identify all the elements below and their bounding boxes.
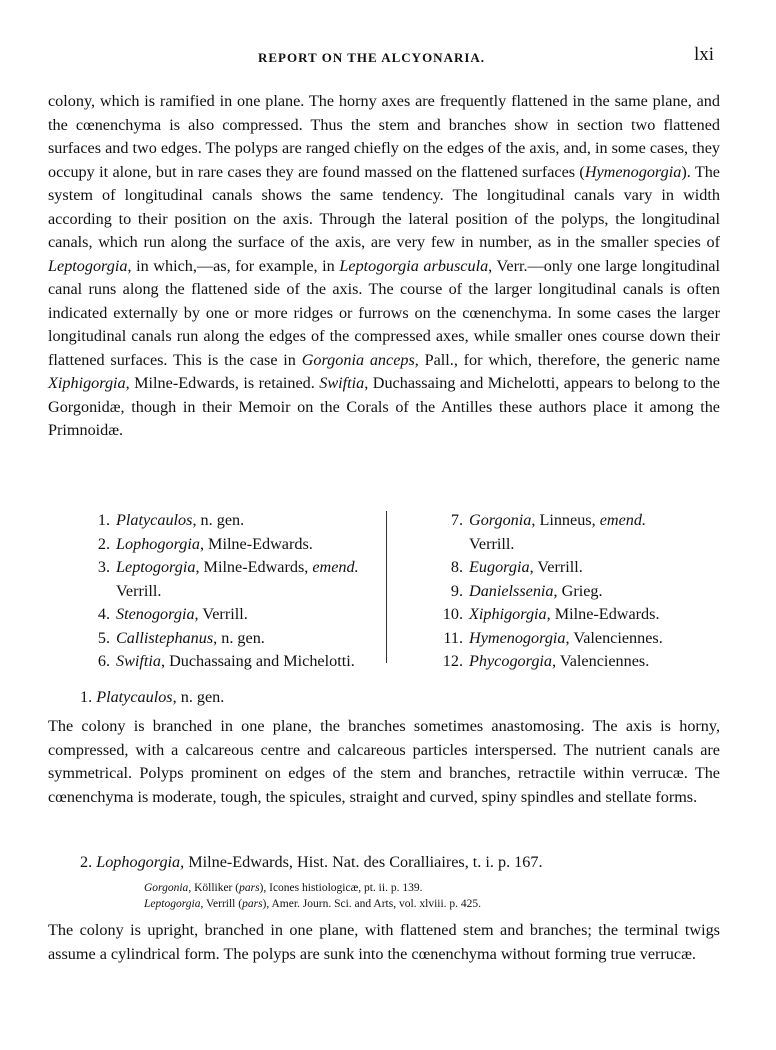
- intro-paragraph: [48, 90, 720, 443]
- italic-text: Lophogorgia: [116, 534, 200, 553]
- italic-text: Gorgonia: [144, 882, 189, 894]
- text-run: , n. gen.: [172, 688, 225, 706]
- genus-1-heading: [80, 688, 224, 707]
- text-run: ), Icones histiologicæ, pt. ii. p. 139.: [259, 882, 423, 894]
- genus-list-item: [427, 650, 717, 674]
- list-number: 9.: [450, 581, 463, 600]
- italic-text: pars: [239, 882, 260, 894]
- genus-list-item: [427, 556, 717, 580]
- text-run: , n. gen.: [213, 628, 265, 647]
- text-run: , Valenciennes.: [565, 628, 663, 647]
- italic-text: Danielssenia: [469, 581, 554, 600]
- synonym-line: [144, 880, 422, 897]
- genus-list-item: [427, 509, 717, 556]
- italic-text: Phycogorgia: [469, 652, 553, 670]
- genus-list-item: [427, 580, 717, 604]
- text-run: , Verr.—only one large longitudinal canal runs along the flattened side of the axis. The course of the larger longitudinal canals is often indicated externally by one or more ridges or furrows on the cœnenchyma. In some cases the larger longitudinal canals run along the edges of the compressed axes, while smaller ones course down their flattened surfaces. This is the case in: [48, 256, 720, 369]
- italic-text: Leptogorgia: [48, 256, 128, 275]
- genus-list-item: [82, 533, 380, 557]
- text-run: , Pall., for which, therefore, the generic name: [414, 350, 720, 369]
- list-number: 3.: [97, 558, 110, 576]
- text-run: 2.: [80, 853, 97, 871]
- page-number: lxi: [694, 44, 715, 65]
- list-number: 2.: [97, 534, 110, 553]
- italic-text: Xiphigorgia: [469, 605, 547, 623]
- text-run: Verrill.: [116, 581, 162, 600]
- text-run: , Grieg.: [553, 581, 603, 600]
- list-number: 1.: [97, 511, 110, 529]
- italic-text: Platycaulos: [116, 511, 193, 529]
- list-number: 8.: [450, 558, 463, 576]
- synonym-line: [144, 896, 481, 913]
- italic-text: emend.: [312, 558, 359, 576]
- genera-list-right-column: [427, 509, 717, 674]
- italic-text: Callistephanus: [116, 628, 214, 647]
- text-run: , Verrill.: [194, 605, 248, 623]
- text-run: , in which,—as, for example, in: [127, 256, 340, 275]
- italic-text: Eugorgia: [469, 558, 530, 576]
- text-run: , n. gen.: [192, 511, 245, 529]
- text-run: , Kölliker (: [188, 882, 240, 894]
- genus-list-item: [427, 603, 717, 627]
- column-divider: [386, 511, 387, 663]
- list-number: 4.: [97, 605, 110, 623]
- genus-2-description: [48, 919, 720, 966]
- text-run: , Milne-Edwards, Hist. Nat. des Coralliaires, t. i. p. 167.: [180, 853, 543, 871]
- text-run: , Milne-Edwards, is retained.: [125, 374, 320, 392]
- text-run: , Verrill.: [529, 558, 583, 576]
- italic-text: Leptogorgia: [116, 558, 196, 576]
- list-number: 10.: [442, 605, 463, 623]
- italic-text: Lophogorgia: [96, 853, 181, 871]
- text-run: The colony is upright, branched in one plane, with flattened stem and branches; the terminal twigs assume a cylindrical form. The polyps are sunk into the cœnenchyma without forming true verrucæ.: [48, 921, 720, 963]
- genus-list-item: [82, 556, 380, 603]
- genus-list-item: [82, 627, 380, 651]
- genus-list-item: [82, 603, 380, 627]
- genus-list-item: [82, 650, 380, 674]
- italic-text: emend.: [599, 511, 646, 529]
- italic-text: Gorgonia anceps: [301, 350, 415, 369]
- italic-text: Leptogorgia arbuscula: [339, 256, 489, 275]
- text-run: , Duchassaing and Michelotti, appears to belong to the Gorgonidæ, though in their Memoir on the Corals of the Antilles these authors place it among the Primnoidæ.: [48, 374, 720, 439]
- text-run: Verrill.: [469, 534, 515, 553]
- italic-text: Xiphigorgia: [48, 374, 126, 392]
- list-number: 12.: [442, 652, 463, 670]
- genus-1-description: [48, 715, 720, 809]
- text-run: 1.: [80, 688, 97, 706]
- genus-list-item: [427, 627, 717, 651]
- text-run: , Linneus,: [531, 511, 600, 529]
- text-run: , Verrill (: [200, 898, 243, 910]
- italic-text: Hymenogorgia: [584, 162, 682, 181]
- text-run: The colony is branched in one plane, the branches sometimes anastomosing. The axis is horny, compressed, with a calcareous centre and calcareous particles interspersed. The nutrient canals are symmetrical. Polyps prominent on edges of the stem and branches, retractile within verrucæ. The cœnenchyma is moderate, tough, the spicules, straight and curved, spiny spindles and stellate forms.: [48, 717, 720, 806]
- genera-list-left-column: [82, 509, 380, 674]
- text-run: , Milne-Edwards.: [546, 605, 660, 623]
- text-run: , Milne-Edwards,: [195, 558, 313, 576]
- text-run: ), Amer. Journ. Sci. and Arts, vol. xlviii. p. 425.: [262, 898, 482, 910]
- genus-2-heading: [80, 853, 543, 872]
- italic-text: pars: [242, 898, 263, 910]
- list-number: 7.: [450, 511, 463, 529]
- text-run: colony, which is ramified in one plane. The horny axes are frequently flattened in the same plane, and the cœnenchyma is also compressed. Thus the stem and branches show in section two flattened surfaces and two edges. The polyps are ranged chiefly on the edges of the axis, and, in some cases, they occupy it alone, but in rare cases they are found massed on the flattened surfaces (: [48, 92, 720, 181]
- running-head: REPORT ON THE ALCYONARIA.: [258, 50, 486, 65]
- genus-list-item: [82, 509, 380, 533]
- text-run: ). The system of longitudinal canals shows the same tendency. The longitudinal canals vary in width according to their position on the axis. Through the lateral position of the polyps, the longitudinal canals, which run along the surface of the axis, are very few in number, as in the smaller species of: [48, 162, 720, 251]
- italic-text: Swiftia: [319, 374, 365, 392]
- list-number: 5.: [97, 628, 110, 647]
- italic-text: Hymenogorgia: [469, 628, 566, 647]
- text-run: , Duchassaing and Michelotti.: [160, 652, 355, 670]
- list-number: 6.: [97, 652, 110, 670]
- text-run: , Milne-Edwards.: [199, 534, 313, 553]
- italic-text: Stenogorgia: [116, 605, 195, 623]
- italic-text: Platycaulos: [96, 688, 173, 706]
- list-number: 11.: [443, 628, 463, 647]
- italic-text: Gorgonia: [469, 511, 532, 529]
- italic-text: Leptogorgia: [144, 898, 201, 910]
- text-run: , Valenciennes.: [552, 652, 650, 670]
- italic-text: Swiftia: [116, 652, 161, 670]
